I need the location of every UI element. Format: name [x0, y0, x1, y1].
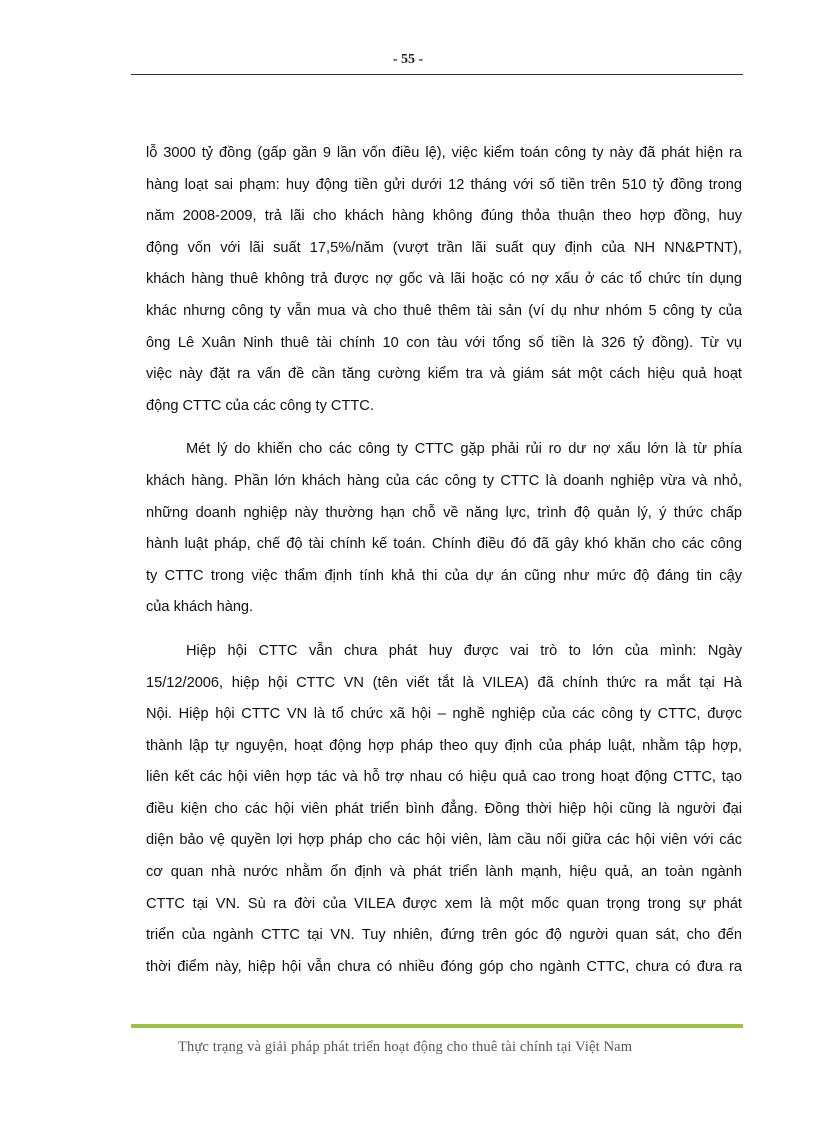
text-line: diện bảo vệ quyền lợi hợp pháp cho các hội viên, làm cầu nối giữa các hội viên với các	[146, 832, 742, 849]
body-text	[146, 138, 742, 983]
text-line: lỗ 3000 tỷ đồng (gấp gần 9 lần vốn điều lệ), việc kiểm toán công ty này đã phát hiện ra	[146, 145, 742, 161]
text-line: việc này đặt ra vấn đề cần tăng cường kiểm tra và giám sát một cách hiệu quả hoạt	[146, 366, 742, 383]
text-line: thời điểm này, hiệp hội vẫn chưa có nhiều đóng góp cho ngành CTTC, chưa có đưa ra	[146, 958, 742, 975]
text-line: Nội. Hiệp hội CTTC VN là tổ chức xã hội – nghề nghiệp của các công ty CTTC, được	[146, 706, 742, 723]
header-divider	[131, 74, 743, 75]
text-line: thành lập tự nguyện, hoạt động hợp pháp theo quy định của pháp luật, nhằm tập hợp,	[146, 737, 742, 754]
text-line: động CTTC của các công ty CTTC.	[146, 397, 374, 414]
text-line: hàng loạt sai phạm: huy động tiền gửi dưới 12 tháng với số tiền trên 510 tỷ đồng trong	[146, 176, 742, 193]
text-line: của khách hàng.	[146, 599, 254, 616]
text-line: những doanh nghiệp này thường hạn chỗ về năng lực, trình độ quản lý, ý thức chấp	[146, 504, 742, 521]
footer-title: Thực trạng và giải pháp phát triển hoạt động cho thuê tài chính tại Việt Nam	[178, 1039, 633, 1055]
text-line: ông Lê Xuân Ninh thuê tài chính 10 con tàu với tổng số tiền là 326 tỷ đồng). Từ vụ	[146, 334, 742, 351]
text-line: điều kiện cho các hội viên phát triển bình đẳng. Đồng thời hiệp hội cũng là người đại	[146, 800, 742, 817]
text-line: Hiệp hội CTTC vẫn chưa phát huy được vai trò to lớn của mình: Ngày	[186, 642, 742, 659]
text-line: khách hàng. Phần lớn khách hàng của các công ty CTTC là doanh nghiệp vừa và nhỏ,	[146, 472, 742, 489]
text-line: động vốn với lãi suất 17,5%/năm (vượt trần lãi suất quy định của NH NN&PTNT),	[146, 239, 742, 256]
text-line: cơ quan nhà nước nhằm ổn định và phát triển lành mạnh, hiệu quả, an toàn ngành	[146, 864, 742, 881]
footer-divider	[131, 1024, 743, 1028]
text-line: triển của ngành CTTC tại VN. Tuy nhiên, đứng trên góc độ người quan sát, cho đến	[146, 927, 742, 944]
text-line: hành luật pháp, chế độ tài chính kế toán. Chính điều đó đã gây khó khăn cho các công	[146, 536, 742, 553]
text-line: liên kết các hội viên hợp tác và hỗ trợ nhau có hiệu quả cao trong hoạt động CTTC, tạo	[146, 769, 742, 786]
text-line: khác nhưng công ty vẫn mua và cho thuê thêm tài sản (ví dụ như nhóm 5 công ty của	[146, 302, 742, 319]
paragraph-1	[146, 138, 742, 422]
paragraph-2	[146, 434, 742, 624]
text-line: ty CTTC trong việc thẩm định tính khả thi của dự án cũng như mức độ đáng tin cậy	[146, 567, 742, 584]
text-line: 15/12/2006, hiệp hội CTTC VN (tên viết tắt là VILEA) đã chính thức ra mắt tại Hà	[146, 674, 742, 691]
paragraph-3	[146, 636, 742, 984]
text-line: năm 2008-2009, trả lãi cho khách hàng không đúng thỏa thuận theo hợp đồng, huy	[146, 208, 742, 225]
text-line: Mét lý do khiến cho các công ty CTTC gặp phải rủi ro dư nợ xấu lớn là từ phía	[186, 441, 742, 458]
page-number: - 55 -	[392, 52, 424, 67]
text-line: khách hàng thuê không trả được nợ gốc và lãi hoặc có nợ xấu ở các tổ chức tín dụng	[146, 271, 742, 288]
text-line: CTTC tại VN. Sù ra đời của VILEA được xem là một mốc quan trọng trong sự phát	[146, 895, 742, 912]
